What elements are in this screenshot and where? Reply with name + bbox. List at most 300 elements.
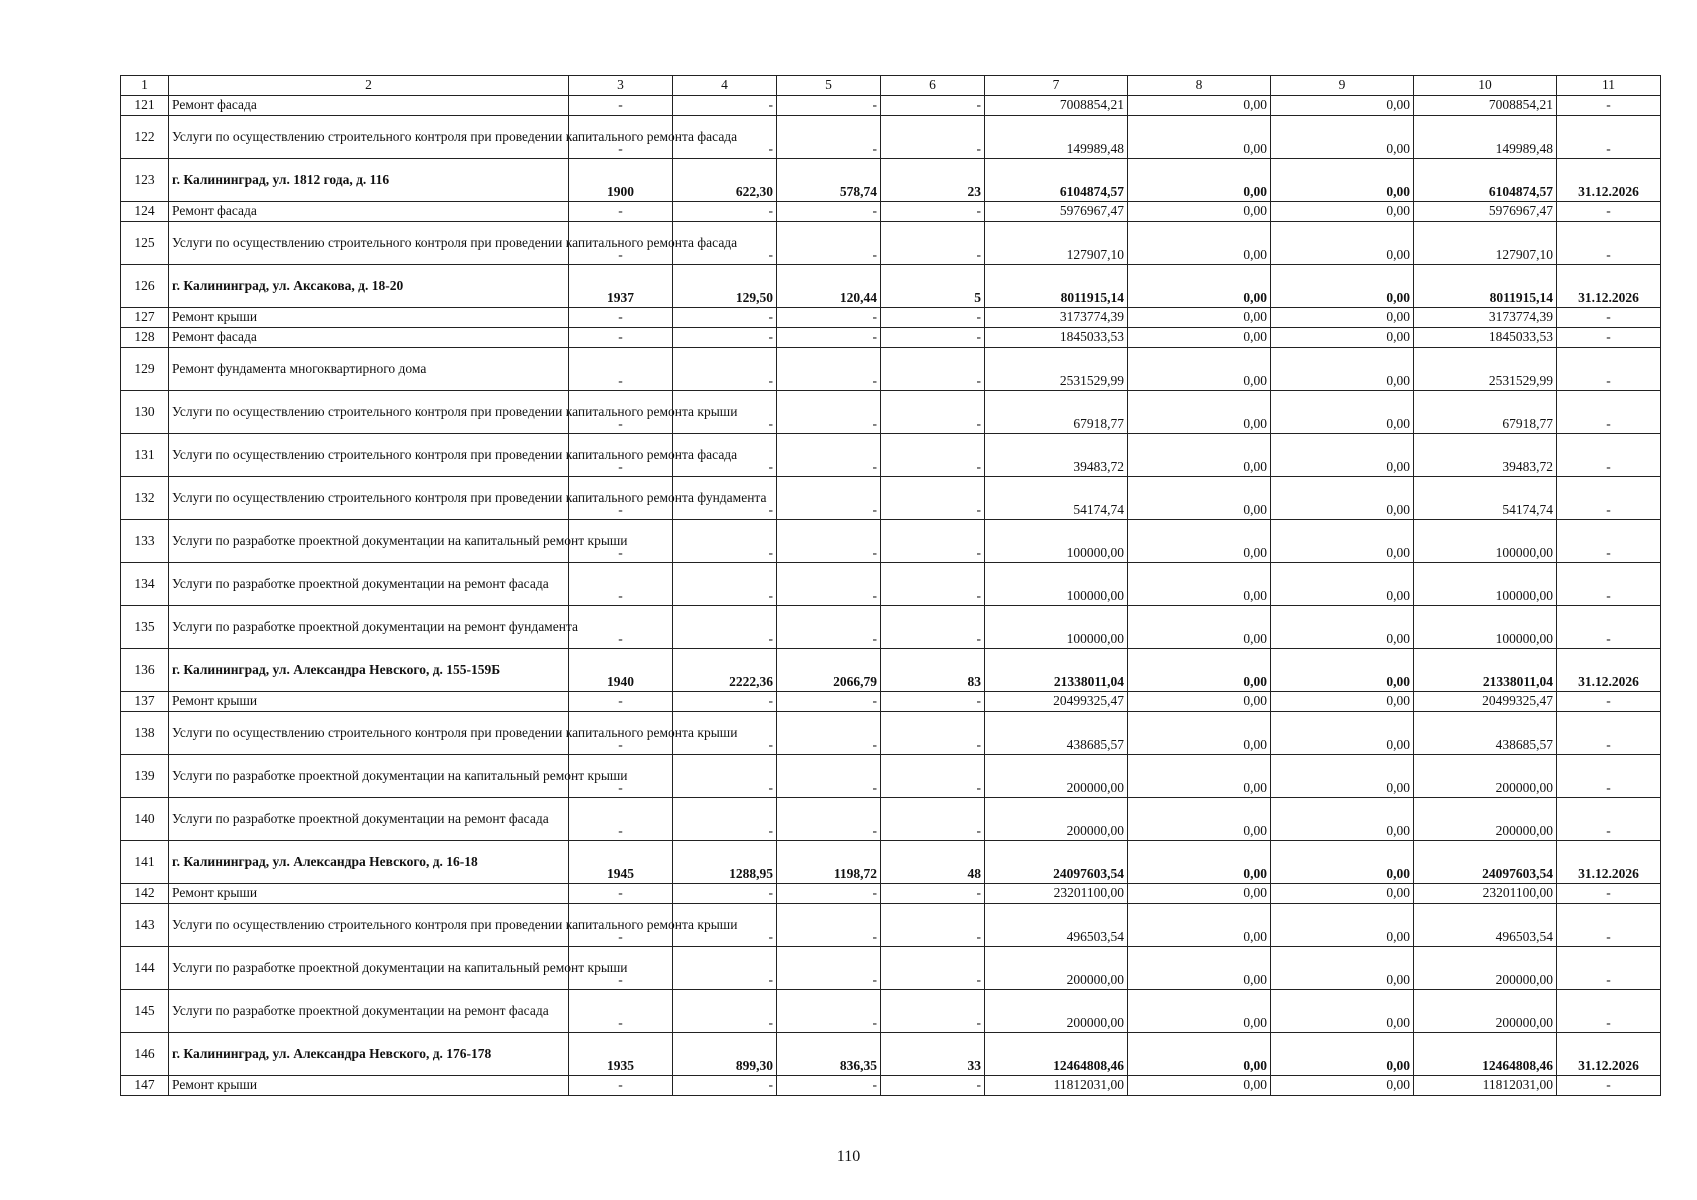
row-number: 121 <box>121 96 169 116</box>
cell-col-10: 200000,00 <box>1414 798 1557 841</box>
cell-col-9: 0,00 <box>1271 692 1414 712</box>
row-number: 127 <box>121 308 169 328</box>
cell-col-11: - <box>1557 692 1661 712</box>
cell-col-6: 83 <box>881 649 985 692</box>
object-description: г. Калининград, ул. Аксакова, д. 18-20 <box>169 265 569 308</box>
cell-col-8: 0,00 <box>1128 606 1271 649</box>
column-number: 7 <box>985 76 1128 96</box>
cell-col-11: 31.12.2026 <box>1557 649 1661 692</box>
table-row <box>121 391 1661 434</box>
cell-col-3: 1940 <box>569 649 673 692</box>
table-row <box>121 116 1661 159</box>
cell-col-8: 0,00 <box>1128 884 1271 904</box>
object-description: Услуги по осуществлению строительного контроля при проведении капитального ремонта фасада <box>169 434 569 477</box>
row-number: 142 <box>121 884 169 904</box>
cell-col-7: 54174,74 <box>985 477 1128 520</box>
cell-col-11: - <box>1557 391 1661 434</box>
cell-col-10: 7008854,21 <box>1414 96 1557 116</box>
cell-col-7: 100000,00 <box>985 606 1128 649</box>
cell-col-8: 0,00 <box>1128 116 1271 159</box>
cell-col-6: - <box>881 434 985 477</box>
address-row <box>121 265 1661 308</box>
cell-col-4: - <box>673 692 777 712</box>
cell-col-5: - <box>777 328 881 348</box>
cell-col-8: 0,00 <box>1128 96 1271 116</box>
cell-col-7: 200000,00 <box>985 798 1128 841</box>
row-number: 130 <box>121 391 169 434</box>
table-row <box>121 563 1661 606</box>
cell-col-11: - <box>1557 990 1661 1033</box>
column-number: 2 <box>169 76 569 96</box>
column-number: 5 <box>777 76 881 96</box>
cell-col-9: 0,00 <box>1271 904 1414 947</box>
cell-col-7: 200000,00 <box>985 947 1128 990</box>
cell-col-9: 0,00 <box>1271 606 1414 649</box>
cell-col-3: - <box>569 563 673 606</box>
cell-col-9: 0,00 <box>1271 159 1414 202</box>
cell-col-8: 0,00 <box>1128 904 1271 947</box>
cell-col-10: 20499325,47 <box>1414 692 1557 712</box>
cell-col-6: - <box>881 884 985 904</box>
cell-col-5: - <box>777 798 881 841</box>
cell-col-6: - <box>881 520 985 563</box>
cell-col-9: 0,00 <box>1271 222 1414 265</box>
cell-col-4: - <box>673 434 777 477</box>
cell-col-7: 20499325,47 <box>985 692 1128 712</box>
cell-col-3: - <box>569 520 673 563</box>
cell-col-8: 0,00 <box>1128 755 1271 798</box>
cell-col-8: 0,00 <box>1128 947 1271 990</box>
row-number: 146 <box>121 1033 169 1076</box>
cell-col-6: - <box>881 328 985 348</box>
cell-col-3: 1937 <box>569 265 673 308</box>
cell-col-5: - <box>777 904 881 947</box>
table-row <box>121 477 1661 520</box>
object-description: Ремонт фасада <box>169 96 569 116</box>
cell-col-3: - <box>569 692 673 712</box>
row-number: 128 <box>121 328 169 348</box>
cell-col-3: - <box>569 990 673 1033</box>
row-number: 134 <box>121 563 169 606</box>
cell-col-9: 0,00 <box>1271 649 1414 692</box>
cell-col-3: - <box>569 947 673 990</box>
row-number: 132 <box>121 477 169 520</box>
cell-col-11: - <box>1557 606 1661 649</box>
cell-col-3: 1935 <box>569 1033 673 1076</box>
cell-col-5: 120,44 <box>777 265 881 308</box>
cell-col-5: - <box>777 692 881 712</box>
cell-col-7: 67918,77 <box>985 391 1128 434</box>
object-description: Услуги по разработке проектной документации на ремонт фасада <box>169 563 569 606</box>
cell-col-5: - <box>777 222 881 265</box>
capital-repair-table <box>120 75 1661 1096</box>
cell-col-11: 31.12.2026 <box>1557 841 1661 884</box>
object-description: Ремонт крыши <box>169 308 569 328</box>
cell-col-9: 0,00 <box>1271 265 1414 308</box>
row-number: 131 <box>121 434 169 477</box>
cell-col-8: 0,00 <box>1128 265 1271 308</box>
cell-col-9: 0,00 <box>1271 520 1414 563</box>
object-description: Услуги по разработке проектной документации на ремонт фасада <box>169 990 569 1033</box>
cell-col-6: - <box>881 1076 985 1096</box>
cell-col-8: 0,00 <box>1128 841 1271 884</box>
row-number: 140 <box>121 798 169 841</box>
cell-col-7: 6104874,57 <box>985 159 1128 202</box>
cell-col-8: 0,00 <box>1128 1033 1271 1076</box>
cell-col-7: 7008854,21 <box>985 96 1128 116</box>
cell-col-4: - <box>673 391 777 434</box>
cell-col-4: 129,50 <box>673 265 777 308</box>
cell-col-9: 0,00 <box>1271 884 1414 904</box>
cell-col-4: - <box>673 308 777 328</box>
cell-col-6: 23 <box>881 159 985 202</box>
cell-col-9: 0,00 <box>1271 348 1414 391</box>
cell-col-6: - <box>881 116 985 159</box>
cell-col-4: - <box>673 990 777 1033</box>
cell-col-9: 0,00 <box>1271 798 1414 841</box>
cell-col-3: - <box>569 755 673 798</box>
cell-col-9: 0,00 <box>1271 391 1414 434</box>
cell-col-5: - <box>777 990 881 1033</box>
cell-col-10: 496503,54 <box>1414 904 1557 947</box>
cell-col-5: - <box>777 116 881 159</box>
table-row <box>121 202 1661 222</box>
cell-col-8: 0,00 <box>1128 563 1271 606</box>
cell-col-7: 2531529,99 <box>985 348 1128 391</box>
cell-col-8: 0,00 <box>1128 649 1271 692</box>
cell-col-7: 127907,10 <box>985 222 1128 265</box>
cell-col-11: - <box>1557 222 1661 265</box>
cell-col-5: - <box>777 755 881 798</box>
object-description: Услуги по разработке проектной документации на капитальный ремонт крыши <box>169 520 569 563</box>
row-number: 126 <box>121 265 169 308</box>
cell-col-11: - <box>1557 96 1661 116</box>
row-number: 138 <box>121 712 169 755</box>
cell-col-5: - <box>777 947 881 990</box>
object-description: Услуги по разработке проектной документации на капитальный ремонт крыши <box>169 755 569 798</box>
cell-col-5: 2066,79 <box>777 649 881 692</box>
cell-col-11: - <box>1557 434 1661 477</box>
address-row <box>121 159 1661 202</box>
cell-col-10: 149989,48 <box>1414 116 1557 159</box>
cell-col-5: - <box>777 1076 881 1096</box>
cell-col-10: 2531529,99 <box>1414 348 1557 391</box>
object-description: Услуги по осуществлению строительного контроля при проведении капитального ремонта фасада <box>169 116 569 159</box>
object-description: Услуги по разработке проектной документации на ремонт фундамента <box>169 606 569 649</box>
cell-col-9: 0,00 <box>1271 990 1414 1033</box>
cell-col-4: - <box>673 947 777 990</box>
cell-col-8: 0,00 <box>1128 692 1271 712</box>
cell-col-10: 54174,74 <box>1414 477 1557 520</box>
address-row <box>121 649 1661 692</box>
cell-col-3: - <box>569 798 673 841</box>
cell-col-4: - <box>673 1076 777 1096</box>
cell-col-5: - <box>777 391 881 434</box>
table-row <box>121 328 1661 348</box>
object-description: Услуги по осуществлению строительного контроля при проведении капитального ремонта крыши <box>169 391 569 434</box>
cell-col-11: - <box>1557 884 1661 904</box>
cell-col-11: - <box>1557 563 1661 606</box>
table-row <box>121 222 1661 265</box>
cell-col-4: 2222,36 <box>673 649 777 692</box>
cell-col-10: 21338011,04 <box>1414 649 1557 692</box>
table-row <box>121 755 1661 798</box>
cell-col-6: - <box>881 222 985 265</box>
address-row <box>121 841 1661 884</box>
cell-col-3: - <box>569 904 673 947</box>
column-number: 6 <box>881 76 985 96</box>
cell-col-11: - <box>1557 904 1661 947</box>
cell-col-5: - <box>777 96 881 116</box>
cell-col-10: 11812031,00 <box>1414 1076 1557 1096</box>
cell-col-11: - <box>1557 202 1661 222</box>
table-row <box>121 692 1661 712</box>
cell-col-10: 200000,00 <box>1414 947 1557 990</box>
column-number: 3 <box>569 76 673 96</box>
cell-col-9: 0,00 <box>1271 116 1414 159</box>
cell-col-6: 48 <box>881 841 985 884</box>
row-number: 133 <box>121 520 169 563</box>
cell-col-5: - <box>777 477 881 520</box>
cell-col-7: 21338011,04 <box>985 649 1128 692</box>
cell-col-9: 0,00 <box>1271 947 1414 990</box>
cell-col-9: 0,00 <box>1271 1033 1414 1076</box>
cell-col-3: - <box>569 328 673 348</box>
cell-col-3: - <box>569 222 673 265</box>
cell-col-4: - <box>673 222 777 265</box>
cell-col-8: 0,00 <box>1128 798 1271 841</box>
row-number: 139 <box>121 755 169 798</box>
table-row <box>121 434 1661 477</box>
cell-col-5: - <box>777 606 881 649</box>
object-description: Услуги по осуществлению строительного контроля при проведении капитального ремонта фасада <box>169 222 569 265</box>
cell-col-9: 0,00 <box>1271 1076 1414 1096</box>
cell-col-11: - <box>1557 116 1661 159</box>
object-description: г. Калининград, ул. Александра Невского, д. 16-18 <box>169 841 569 884</box>
cell-col-8: 0,00 <box>1128 391 1271 434</box>
cell-col-3: - <box>569 1076 673 1096</box>
cell-col-11: - <box>1557 755 1661 798</box>
cell-col-9: 0,00 <box>1271 563 1414 606</box>
cell-col-5: 578,74 <box>777 159 881 202</box>
cell-col-11: - <box>1557 328 1661 348</box>
column-number: 8 <box>1128 76 1271 96</box>
object-description: Ремонт фундамента многоквартирного дома <box>169 348 569 391</box>
cell-col-8: 0,00 <box>1128 990 1271 1033</box>
cell-col-6: - <box>881 348 985 391</box>
cell-col-6: - <box>881 477 985 520</box>
column-number-row <box>121 76 1661 96</box>
cell-col-8: 0,00 <box>1128 1076 1271 1096</box>
cell-col-7: 3173774,39 <box>985 308 1128 328</box>
cell-col-6: - <box>881 755 985 798</box>
cell-col-3: - <box>569 202 673 222</box>
cell-col-7: 200000,00 <box>985 990 1128 1033</box>
cell-col-4: - <box>673 520 777 563</box>
cell-col-7: 24097603,54 <box>985 841 1128 884</box>
cell-col-4: - <box>673 348 777 391</box>
cell-col-6: - <box>881 798 985 841</box>
table-row <box>121 520 1661 563</box>
cell-col-10: 100000,00 <box>1414 606 1557 649</box>
cell-col-10: 438685,57 <box>1414 712 1557 755</box>
row-number: 122 <box>121 116 169 159</box>
cell-col-3: - <box>569 606 673 649</box>
cell-col-10: 5976967,47 <box>1414 202 1557 222</box>
table-row <box>121 712 1661 755</box>
cell-col-7: 23201100,00 <box>985 884 1128 904</box>
cell-col-8: 0,00 <box>1128 159 1271 202</box>
cell-col-4: - <box>673 563 777 606</box>
cell-col-9: 0,00 <box>1271 328 1414 348</box>
object-description: г. Калининград, ул. 1812 года, д. 116 <box>169 159 569 202</box>
cell-col-5: 1198,72 <box>777 841 881 884</box>
cell-col-4: - <box>673 96 777 116</box>
object-description: Услуги по осуществлению строительного контроля при проведении капитального ремонта крыши <box>169 712 569 755</box>
cell-col-4: - <box>673 712 777 755</box>
column-number: 9 <box>1271 76 1414 96</box>
cell-col-5: - <box>777 712 881 755</box>
object-description: г. Калининград, ул. Александра Невского, д. 176-178 <box>169 1033 569 1076</box>
cell-col-11: - <box>1557 477 1661 520</box>
cell-col-6: - <box>881 606 985 649</box>
cell-col-6: - <box>881 308 985 328</box>
cell-col-3: 1900 <box>569 159 673 202</box>
row-number: 123 <box>121 159 169 202</box>
object-description: г. Калининград, ул. Александра Невского, д. 155-159Б <box>169 649 569 692</box>
cell-col-11: 31.12.2026 <box>1557 265 1661 308</box>
cell-col-4: 1288,95 <box>673 841 777 884</box>
table-row <box>121 884 1661 904</box>
object-description: Ремонт крыши <box>169 884 569 904</box>
cell-col-8: 0,00 <box>1128 434 1271 477</box>
column-number: 11 <box>1557 76 1661 96</box>
cell-col-9: 0,00 <box>1271 434 1414 477</box>
cell-col-8: 0,00 <box>1128 308 1271 328</box>
cell-col-7: 39483,72 <box>985 434 1128 477</box>
cell-col-7: 100000,00 <box>985 520 1128 563</box>
cell-col-9: 0,00 <box>1271 755 1414 798</box>
cell-col-7: 11812031,00 <box>985 1076 1128 1096</box>
cell-col-10: 12464808,46 <box>1414 1033 1557 1076</box>
cell-col-7: 438685,57 <box>985 712 1128 755</box>
cell-col-7: 8011915,14 <box>985 265 1128 308</box>
cell-col-9: 0,00 <box>1271 308 1414 328</box>
object-description: Ремонт крыши <box>169 692 569 712</box>
cell-col-4: - <box>673 798 777 841</box>
cell-col-4: - <box>673 202 777 222</box>
cell-col-8: 0,00 <box>1128 712 1271 755</box>
cell-col-3: - <box>569 434 673 477</box>
table-row <box>121 947 1661 990</box>
cell-col-9: 0,00 <box>1271 202 1414 222</box>
cell-col-6: - <box>881 202 985 222</box>
row-number: 124 <box>121 202 169 222</box>
row-number: 135 <box>121 606 169 649</box>
cell-col-10: 39483,72 <box>1414 434 1557 477</box>
cell-col-3: 1945 <box>569 841 673 884</box>
cell-col-7: 496503,54 <box>985 904 1128 947</box>
cell-col-6: - <box>881 990 985 1033</box>
cell-col-3: - <box>569 477 673 520</box>
table-row <box>121 308 1661 328</box>
cell-col-10: 24097603,54 <box>1414 841 1557 884</box>
cell-col-10: 200000,00 <box>1414 990 1557 1033</box>
cell-col-10: 23201100,00 <box>1414 884 1557 904</box>
cell-col-5: - <box>777 308 881 328</box>
cell-col-5: - <box>777 884 881 904</box>
cell-col-11: - <box>1557 348 1661 391</box>
cell-col-7: 200000,00 <box>985 755 1128 798</box>
cell-col-5: - <box>777 520 881 563</box>
table-row <box>121 798 1661 841</box>
cell-col-6: - <box>881 712 985 755</box>
object-description: Услуги по осуществлению строительного контроля при проведении капитального ремонта крыши <box>169 904 569 947</box>
cell-col-3: - <box>569 96 673 116</box>
cell-col-6: - <box>881 96 985 116</box>
cell-col-10: 100000,00 <box>1414 563 1557 606</box>
table-row <box>121 348 1661 391</box>
cell-col-10: 3173774,39 <box>1414 308 1557 328</box>
cell-col-8: 0,00 <box>1128 202 1271 222</box>
row-number: 145 <box>121 990 169 1033</box>
cell-col-4: - <box>673 477 777 520</box>
cell-col-10: 6104874,57 <box>1414 159 1557 202</box>
address-row <box>121 1033 1661 1076</box>
cell-col-9: 0,00 <box>1271 712 1414 755</box>
cell-col-3: - <box>569 884 673 904</box>
cell-col-8: 0,00 <box>1128 520 1271 563</box>
cell-col-3: - <box>569 348 673 391</box>
object-description: Услуги по разработке проектной документации на ремонт фасада <box>169 798 569 841</box>
cell-col-5: - <box>777 434 881 477</box>
page-number: 110 <box>836 1148 861 1165</box>
cell-col-9: 0,00 <box>1271 477 1414 520</box>
cell-col-8: 0,00 <box>1128 328 1271 348</box>
row-number: 125 <box>121 222 169 265</box>
cell-col-6: - <box>881 563 985 606</box>
cell-col-8: 0,00 <box>1128 348 1271 391</box>
row-number: 136 <box>121 649 169 692</box>
table-row <box>121 606 1661 649</box>
cell-col-5: - <box>777 563 881 606</box>
row-number: 141 <box>121 841 169 884</box>
cell-col-7: 12464808,46 <box>985 1033 1128 1076</box>
cell-col-3: - <box>569 116 673 159</box>
cell-col-9: 0,00 <box>1271 96 1414 116</box>
cell-col-10: 1845033,53 <box>1414 328 1557 348</box>
cell-col-3: - <box>569 712 673 755</box>
cell-col-9: 0,00 <box>1271 841 1414 884</box>
cell-col-11: 31.12.2026 <box>1557 159 1661 202</box>
object-description: Услуги по осуществлению строительного контроля при проведении капитального ремонта фундамента <box>169 477 569 520</box>
cell-col-4: - <box>673 606 777 649</box>
cell-col-4: 622,30 <box>673 159 777 202</box>
cell-col-10: 8011915,14 <box>1414 265 1557 308</box>
column-number: 10 <box>1414 76 1557 96</box>
cell-col-11: - <box>1557 798 1661 841</box>
cell-col-6: 5 <box>881 265 985 308</box>
cell-col-5: - <box>777 348 881 391</box>
object-description: Ремонт фасада <box>169 328 569 348</box>
cell-col-6: - <box>881 692 985 712</box>
object-description: Ремонт крыши <box>169 1076 569 1096</box>
cell-col-4: - <box>673 884 777 904</box>
cell-col-6: - <box>881 904 985 947</box>
cell-col-4: - <box>673 328 777 348</box>
table-body <box>121 76 1661 1096</box>
column-number: 4 <box>673 76 777 96</box>
